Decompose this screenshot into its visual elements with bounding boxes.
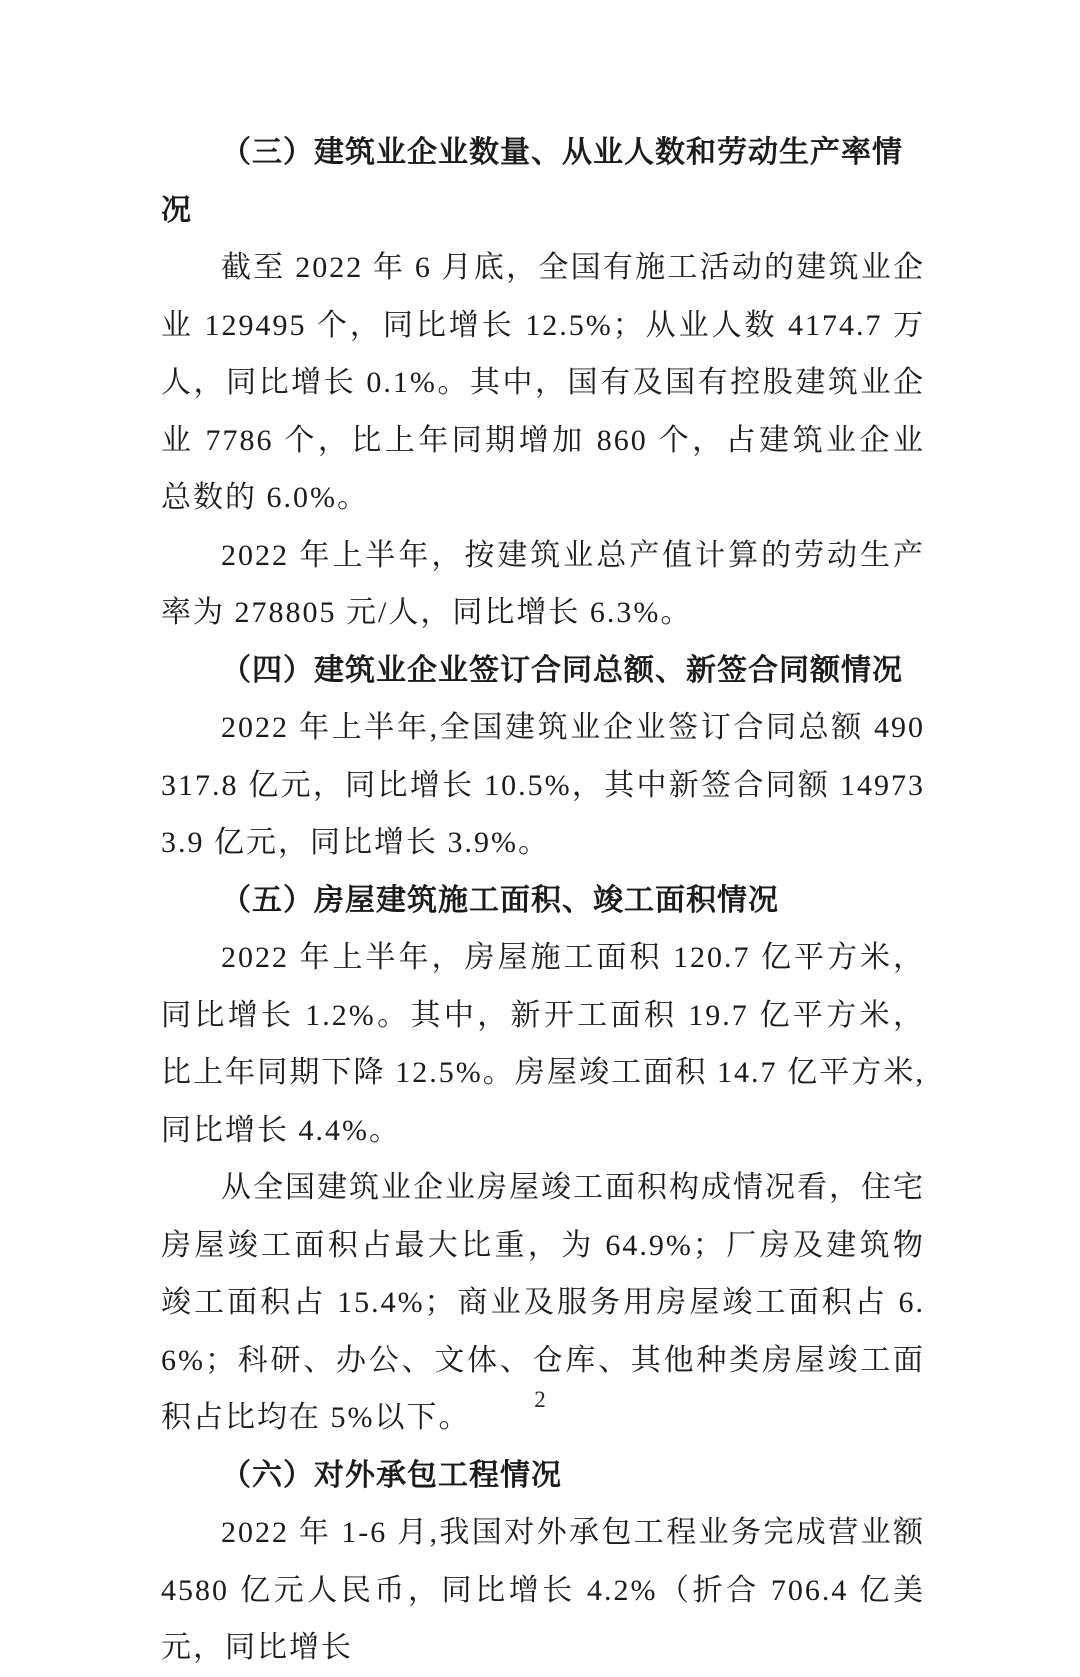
paragraph-labor-productivity: 2022 年上半年，按建筑业总产值计算的劳动生产率为 278805 元/人，同比增长 6.3%。 — [161, 538, 925, 629]
document-body — [161, 124, 925, 1677]
section-heading-floor-area: （五）房屋建筑施工面积、竣工面积情况 — [221, 883, 779, 917]
paragraph-enterprise-count: 截至 2022 年 6 月底，全国有施工活动的建筑业企业 129495 个，同比增长 12.5%；从业人数 4174.7 万人，同比增长 0.1%。其中，国有及国有控股建筑业企业 7786 个，比上年同期增加 860 个，占建筑业企业总数的 6.0%。 — [161, 251, 925, 514]
paragraph-completed-area-composition: 从全国建筑业企业房屋竣工面积构成情况看，住宅房屋竣工面积占最大比重，为 64.9%；厂房及建筑物竣工面积占 15.4%；商业及服务用房屋竣工面积占 6.6%；科研、办公、文体、仓库、其他种类房屋竣工面积占比均在 5%以下。 — [161, 1171, 925, 1434]
paragraph-foreign-contracting-revenue: 2022 年 1-6 月,我国对外承包工程业务完成营业额 4580 亿元人民币，同比增长 4.2%（折合 706.4 亿美元，同比增长 — [161, 1516, 925, 1664]
paragraph-contract-values: 2022 年上半年,全国建筑业企业签订合同总额 490317.8 亿元，同比增长 10.5%，其中新签合同额 149733.9 亿元，同比增长 3.9%。 — [161, 711, 925, 859]
section-heading-contract-totals: （四）建筑业企业签订合同总额、新签合同额情况 — [221, 653, 903, 687]
section-heading-foreign-contracting: （六）对外承包工程情况 — [221, 1458, 562, 1492]
paragraph-floor-area-stats: 2022 年上半年，房屋施工面积 120.7 亿平方米，同比增长 1.2%。其中，新开工面积 19.7 亿平方米，比上年同期下降 12.5%。房屋竣工面积 14.7 亿平方米,同比增长 4.4%。 — [161, 941, 925, 1147]
page-number: 2 — [534, 1387, 546, 1412]
section-heading-construction-enterprises: （三）建筑业企业数量、从业人数和劳动生产率情况 — [161, 136, 903, 227]
